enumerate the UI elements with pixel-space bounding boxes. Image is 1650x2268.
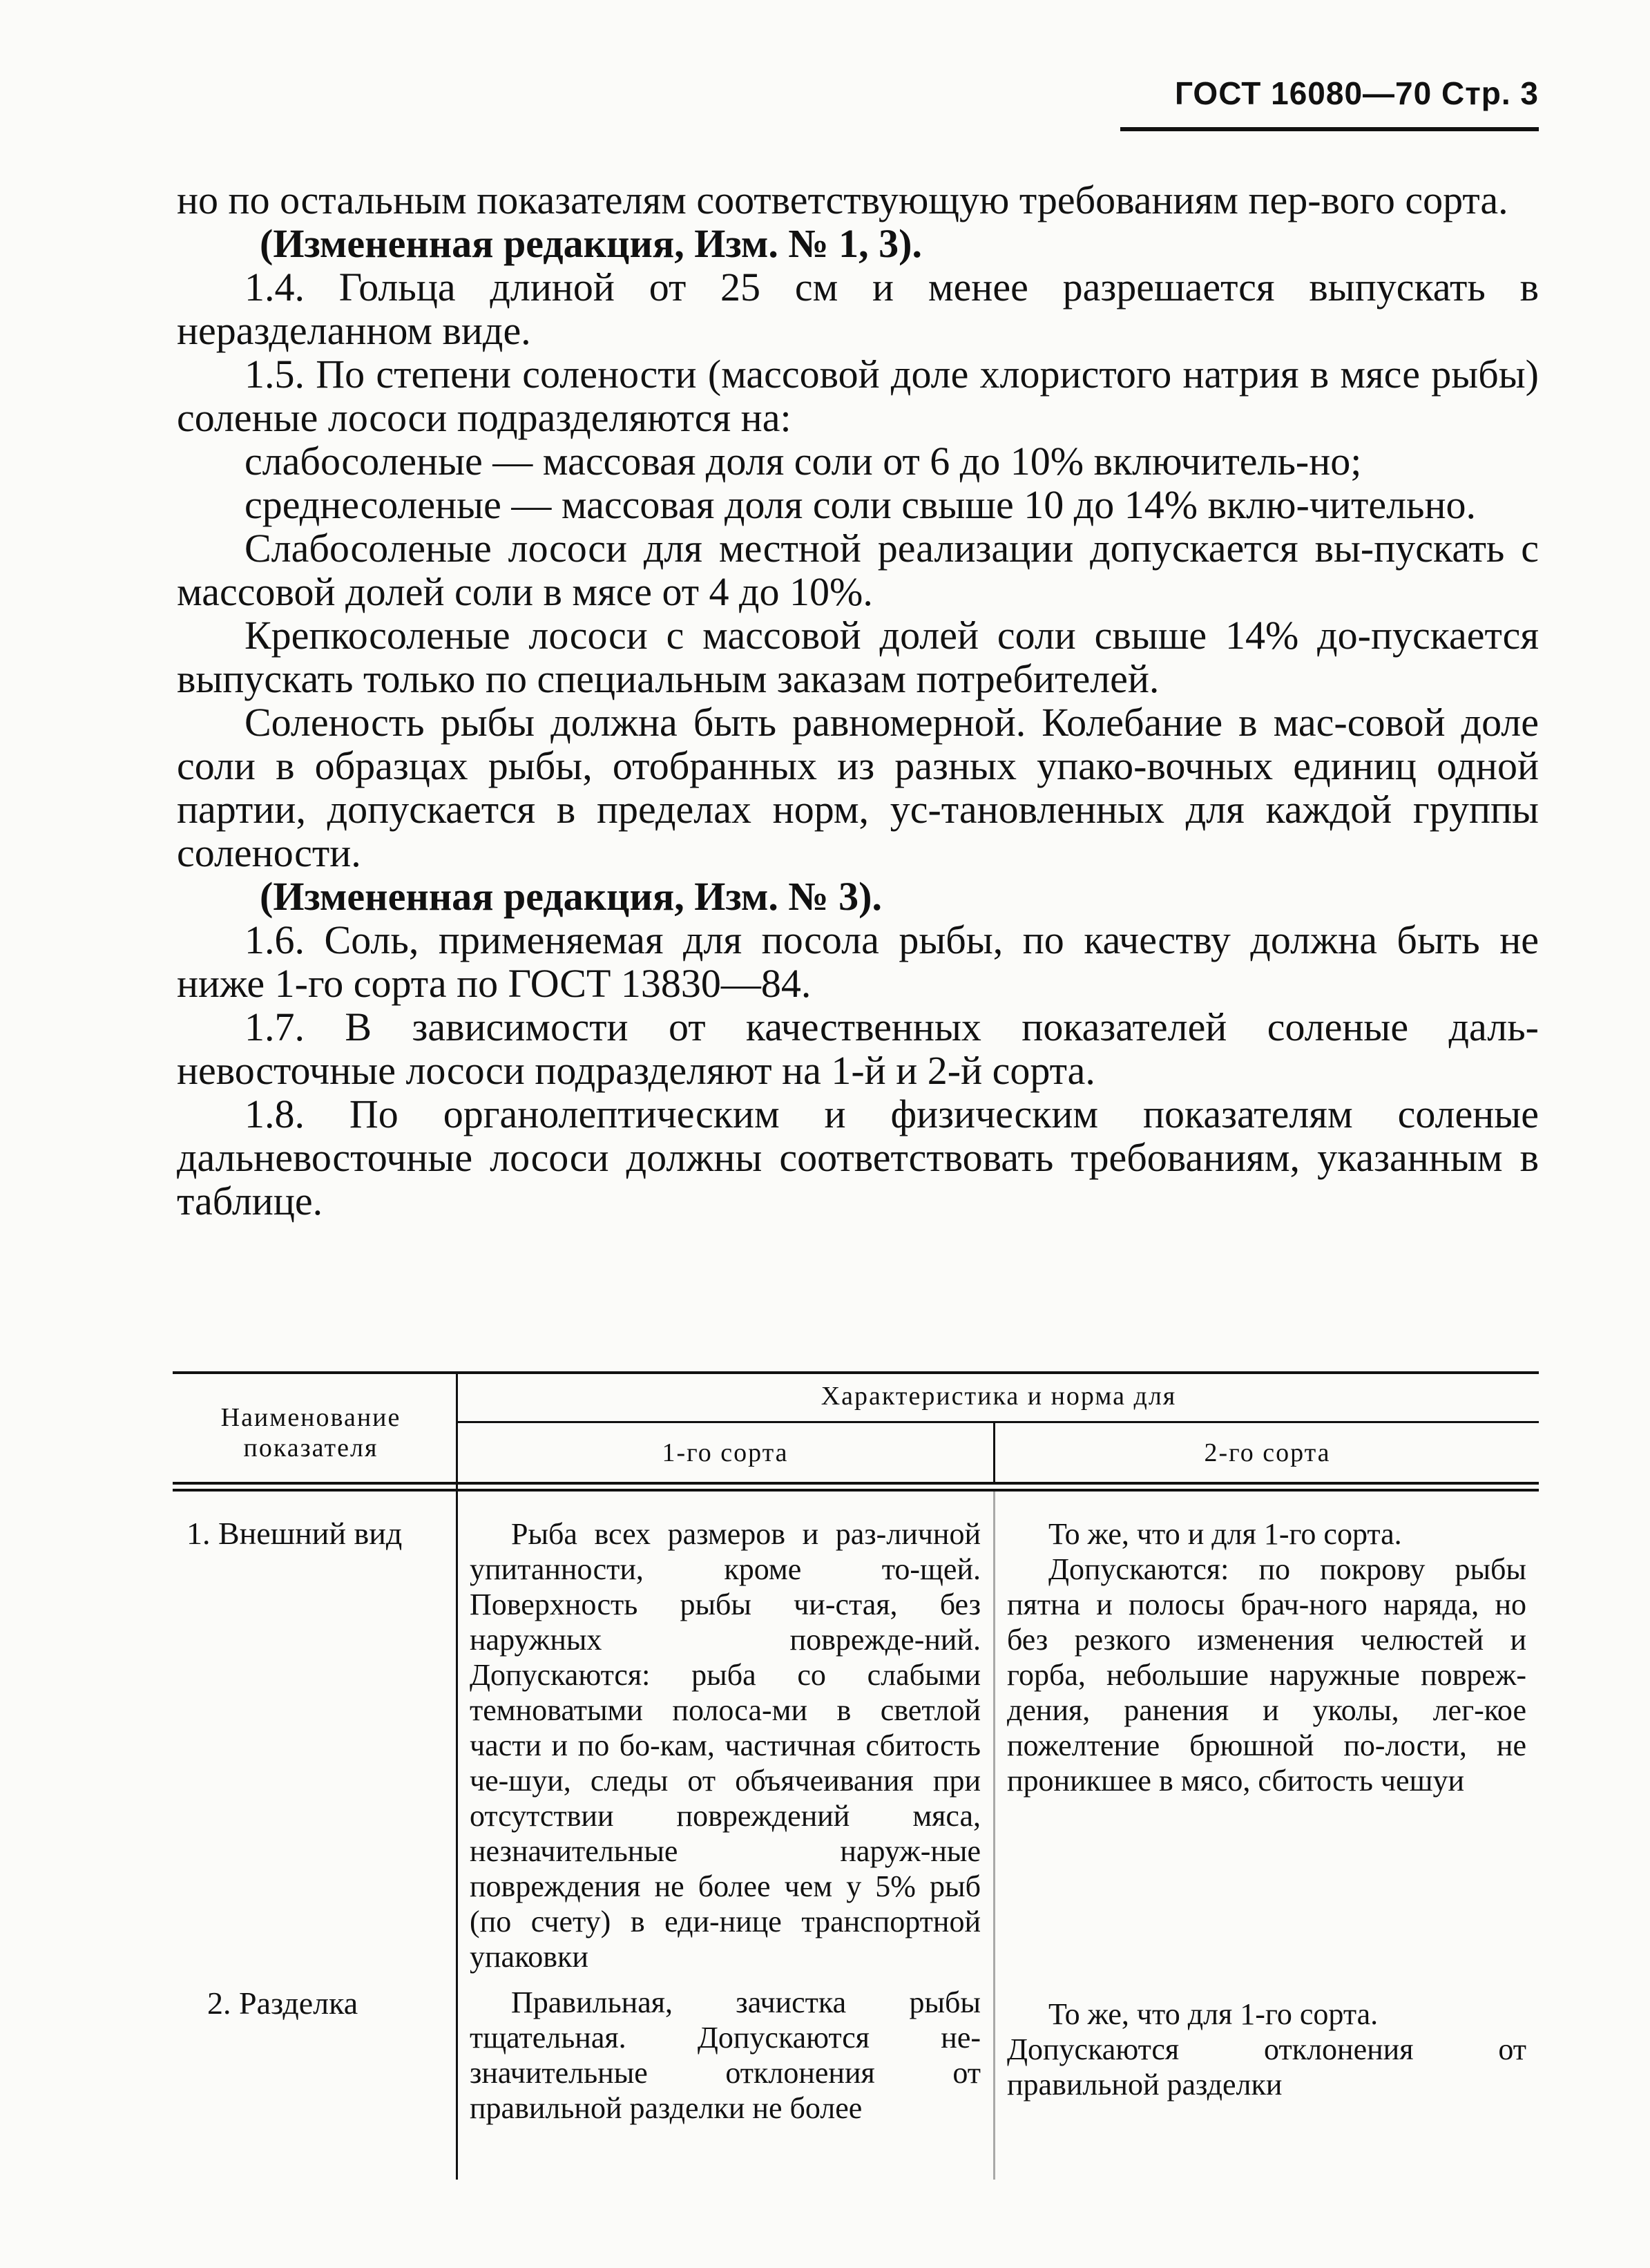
paragraph: Соленость рыбы должна быть равномерной. Колебание в мас-совой доле соли в образцах рыбы, отобранных из разных упако-вочных единиц одной партии, допускается в пределах норм, ус-тановленных для каждой группы солености. xyxy=(177,700,1539,875)
body-text xyxy=(177,178,1539,1223)
group-header: Характеристика и норма для xyxy=(821,1382,1177,1411)
paragraph: (Измененная редакция, Изм. № 1, 3). xyxy=(260,221,922,266)
grade1-cell xyxy=(470,1516,981,1974)
paragraph: 1.4. Гольца длиной от 25 см и менее разрешается выпускать в неразделанном виде. xyxy=(177,265,1539,353)
row-label: 1. Внешний вид xyxy=(186,1516,403,1551)
col1-header: 1-го сорта xyxy=(662,1438,789,1467)
paragraph: среднесоленые — массовая доля соли свыше 10 до 14% вклю-чительно. xyxy=(244,482,1476,527)
grade2-cell xyxy=(1007,1997,1526,2102)
grade2-text: То же, что для 1-го сорта. xyxy=(1048,1997,1379,2031)
col2-header: 2-го сорта xyxy=(1204,1438,1331,1467)
paragraph: но по остальным показателям соответствующую требованиям пер-вого сорта. xyxy=(177,178,1508,222)
table-col-divider-3 xyxy=(993,1492,995,2180)
grade2-text: Допускаются: по покрову рыбы пятна и полосы брач-ного наряда, но без резкого изменения челюстей и горба, небольшие наружные повреж-дения, ранения и уколы, лег-кое пожелтение брюшной по-лости, не проникшее в мясо, сбитость чешуи xyxy=(1007,1552,1526,1798)
grade2-text: То же, что и для 1-го сорта. xyxy=(1048,1517,1402,1551)
header-rule xyxy=(1120,127,1539,131)
table-col-divider-2 xyxy=(993,1421,995,1482)
grade1-text: Рыба всех размеров и раз-личной упитанности, кроме то-щей. Поверхность рыбы чи-стая, без наружных поврежде-ний. Допускаются: рыба со слабыми темноватыми полоса-ми в светлой части и по бо-кам, частичная сбитость че-шуи, следы от объячеивания при отсутствии повреждений мяса, незначительные наруж-ные повреждения не более чем у 5% рыб (по счету) в еди-нице транспортной упаковки xyxy=(470,1517,981,1974)
paragraph: 1.5. По степени солености (массовой доле хлористого натрия в мясе рыбы) соленые лососи подразделяются на: xyxy=(177,352,1539,440)
page-header: ГОСТ 16080—70 Стр. 3 xyxy=(1174,75,1539,111)
col-name-header: Наименование показателя xyxy=(220,1403,401,1462)
table-col-divider-1 xyxy=(456,1371,458,2180)
table-group-rule xyxy=(456,1421,1539,1423)
grade1-text: Правильная, зачистка рыбы тщательная. Допускаются не-значительные отклонения от правильной разделки не более xyxy=(470,1985,981,2125)
table-header-rule-2 xyxy=(173,1489,1539,1492)
paragraph: слабосоленые — массовая доля соли от 6 до 10% включитель-но; xyxy=(244,439,1362,484)
grade2-cell xyxy=(1007,1516,1526,1798)
paragraph: 1.7. В зависимости от качественных показателей соленые даль-невосточные лососи подразделяют на 1-й и 2-й сорта. xyxy=(177,1004,1539,1093)
grade1-cell xyxy=(470,1985,981,2126)
paragraph: 1.6. Соль, применяемая для посола рыбы, по качеству должна быть не ниже 1-го сорта по ГОСТ 13830—84. xyxy=(177,917,1539,1006)
quality-table xyxy=(173,1371,1539,2180)
grade2-text: Допускаются отклонения от правильной разделки xyxy=(1007,2032,1526,2102)
row-label: 2. Разделка xyxy=(207,1985,358,2021)
paragraph: (Измененная редакция, Изм. № 3). xyxy=(260,874,882,919)
paragraph: Крепкосоленые лососи с массовой долей соли свыше 14% до-пускается выпускать только по специальным заказам потребителей. xyxy=(177,613,1539,701)
table-header-rule-1 xyxy=(173,1482,1539,1485)
paragraph: 1.8. По органолептическим и физическим показателям соленые дальневосточные лососи должны соответствовать требованиям, указанным в таблице. xyxy=(177,1092,1539,1223)
paragraph: Слабосоленые лососи для местной реализации допускается вы-пускать с массовой долей соли в мясе от 4 до 10%. xyxy=(177,526,1539,614)
table-top-rule xyxy=(173,1371,1539,1374)
